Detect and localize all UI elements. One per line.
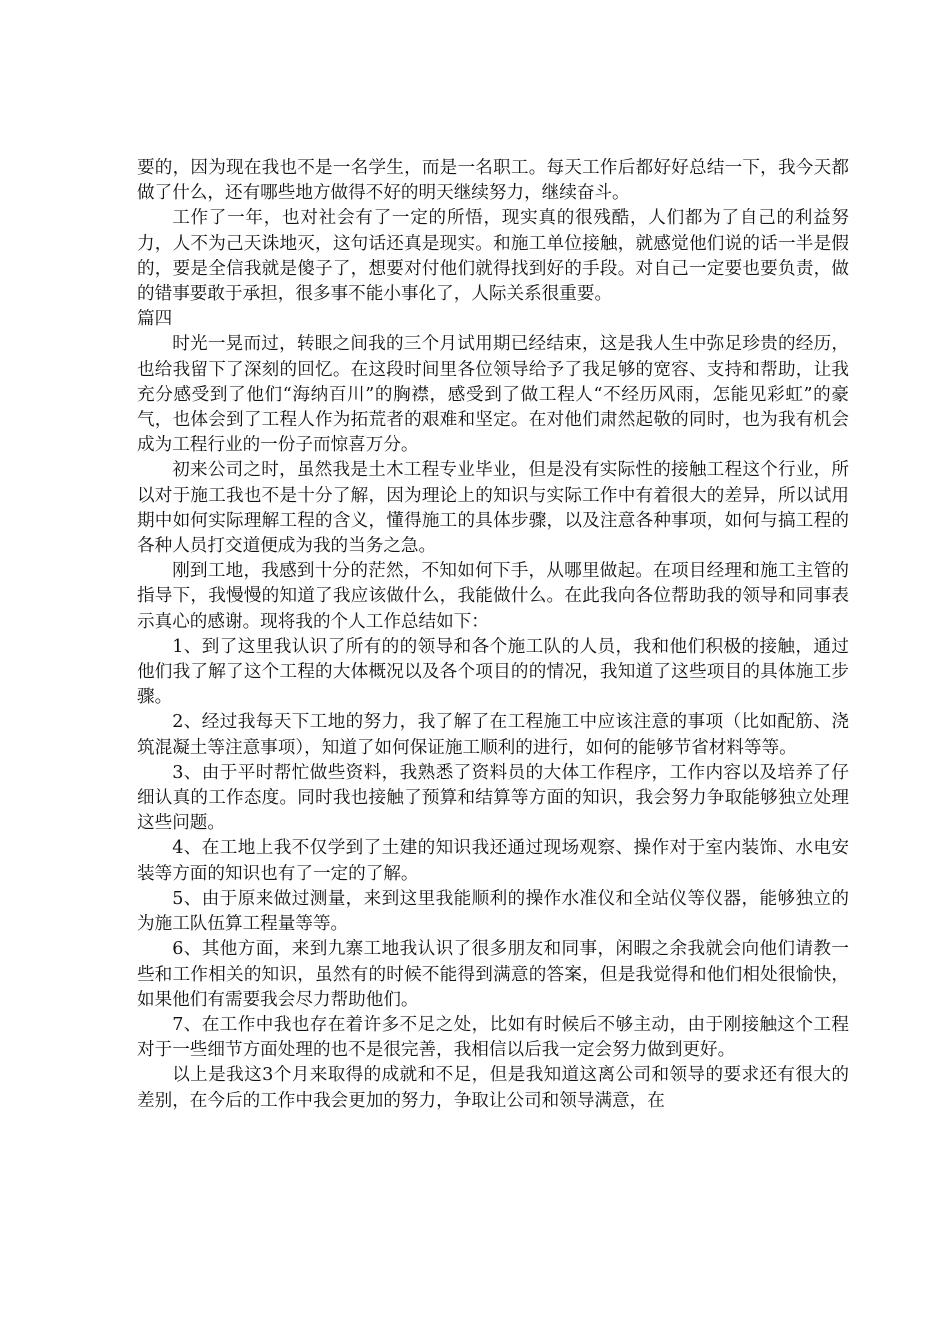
- list-item-1: 1、到了这里我认识了所有的的领导和各个施工队的人员，我和他们积极的接触，通过他们我了解了这个工程的大体概况以及各个项目的的情况，我知道了这些项目的具体施工步骤。: [137, 636, 849, 708]
- paragraph-continuation: 要的，因为现在我也不是一名学生，而是一名职工。每天工作后都好好总结一下，我今天都做了什么，还有哪些地方做得不好的明天继续努力，继续奋斗。: [137, 158, 849, 204]
- list-item-5: 5、由于原来做过测量，来到这里我能顺利的操作水准仪和全站仪等仪器，能够独立的为施工队伍算工程量等等。: [137, 888, 849, 935]
- section-heading: 篇四: [137, 309, 173, 330]
- list-item-3: 3、由于平时帮忙做些资料，我熟悉了资料员的大体工作程序，工作内容以及培养了仔细认真的工作态度。同时我也接触了预算和结算等方面的知识，我会努力争取能够独立处理这些问题。: [137, 762, 849, 834]
- list-item-6: 6、其他方面，来到九寨工地我认识了很多朋友和同事，闲暇之余我就会向他们请教一些和工作相关的知识，虽然有的时候不能得到满意的答案，但是我觉得和他们相处很愉快，如果他们有需要我会尽力帮助他们。: [137, 939, 849, 1010]
- paragraph-probation-intro: 时光一晃而过，转眼之间我的三个月试用期已经结束，这是我人生中弥足珍贵的经历，也给我留下了深刻的回忆。在这段时间里各位领导给予了我足够的宽容、支持和帮助，让我充分感受到了他们“海纳百川”的胸襟，感受到了做工程人“不经历风雨，怎能见彩虹”的豪气，也体会到了工程人作为拓荒者的艰难和坚定。在对他们肃然起敬的同时，也为我有机会成为工程行业的一份子而惊喜万分。: [137, 334, 849, 456]
- list-item-2: 2、经过我每天下工地的努力，我了解了在工程施工中应该注意的事项（比如配筋、浇筑混凝土等注意事项），知道了如何保证施工顺利的进行，如何的能够节省材料等等。: [137, 712, 849, 758]
- paragraph-work-year: 工作了一年，也对社会有了一定的所悟，现实真的很残酷，人们都为了自己的利益努力，人不为己天诛地灭，这句话还真是现实。和施工单位接触，就感觉他们说的话一半是假的，要是全信我就是傻子了，想要对付他们就得找到好的手段。对自己一定要也要负责，做的错事要敢于承担，很多事不能小事化了，人际关系很重要。: [137, 208, 849, 305]
- document-page: [137, 156, 849, 1114]
- paragraph-arrival-site: 刚到工地，我感到十分的茫然，不知如何下手，从哪里做起。在项目经理和施工主管的指导下，我慢慢的知道了我应该做什么，我能做什么。在此我向各位帮助我的领导和同事表示真心的感谢。现将我的个人工作总结如下：: [137, 561, 849, 632]
- paragraph-joining-company: 初来公司之时，虽然我是土木工程专业毕业，但是没有实际性的接触工程这个行业，所以对于施工我也不是十分了解，因为理论上的知识与实际工作中有着很大的差异，所以试用期中如何实际理解工程的含义，懂得施工的具体步骤，以及注意各种事项，如何与搞工程的各种人员打交道便成为我的当务之急。: [137, 460, 849, 557]
- list-item-4: 4、在工地上我不仅学到了土建的知识我还通过现场观察、操作对于室内装饰、水电安装等方面的知识也有了一定的了解。: [137, 838, 849, 884]
- paragraph-conclusion: 以上是我这3个月来取得的成就和不足，但是我知道这离公司和领导的要求还有很大的差别，在今后的工作中我会更加的努力，争取让公司和领导满意，在: [137, 1065, 849, 1111]
- list-item-7: 7、在工作中我也存在着许多不足之处，比如有时候后不够主动，由于刚接触这个工程对于一些细节方面处理的也不是很完善，我相信以后我一定会努力做到更好。: [137, 1014, 849, 1061]
